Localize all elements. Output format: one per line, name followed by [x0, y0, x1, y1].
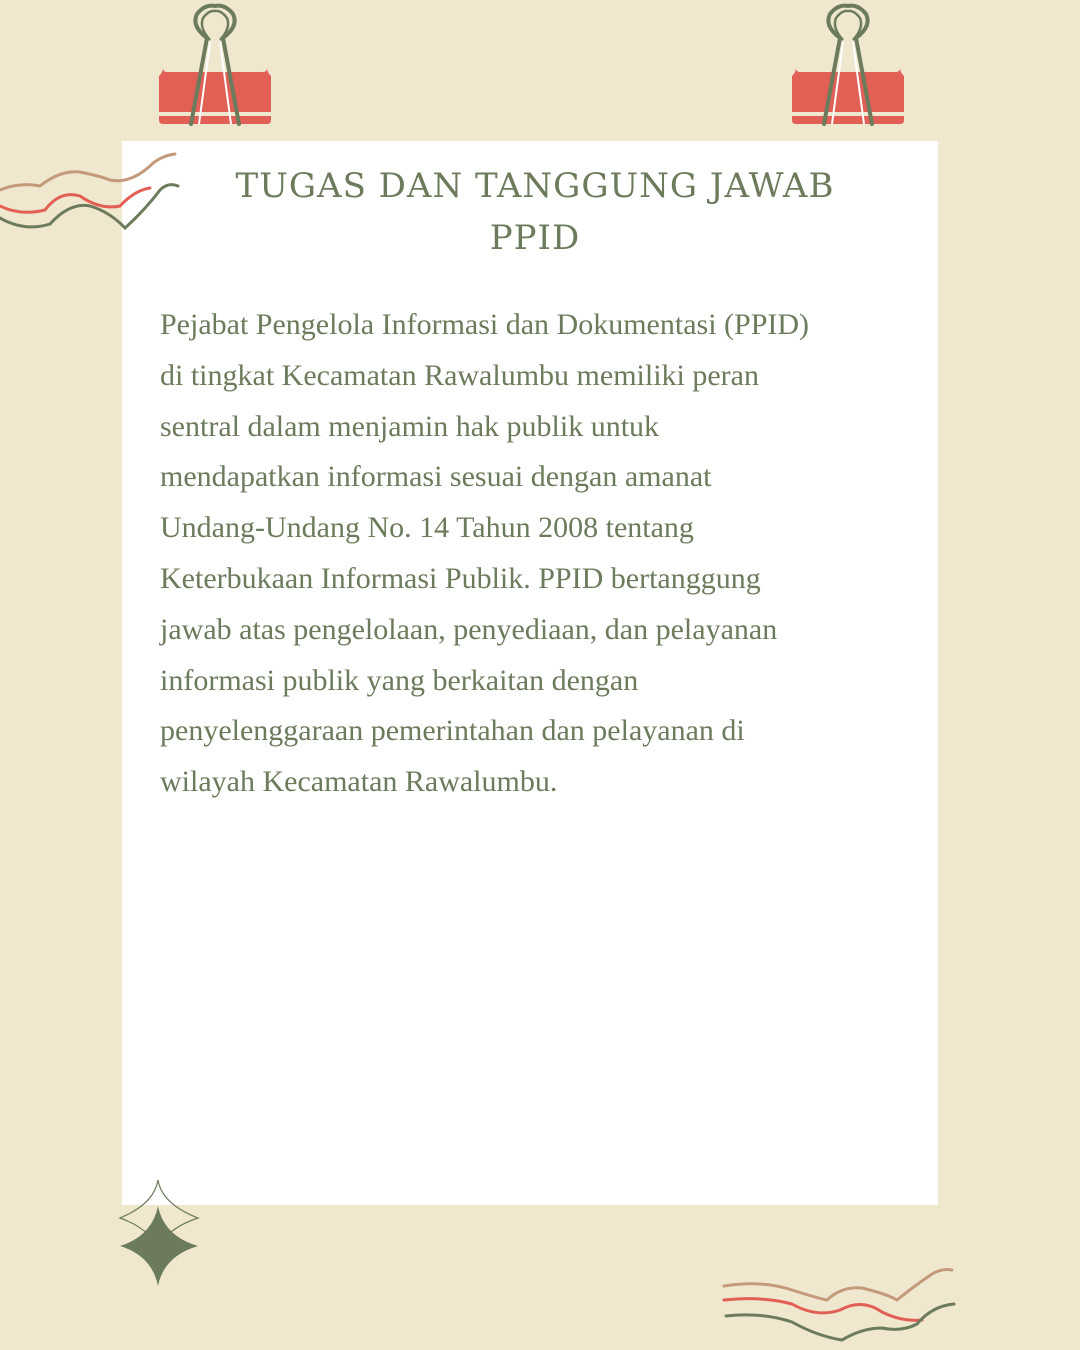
squiggle-bottom-right-icon: [722, 1266, 957, 1346]
binder-clip-left-icon: [155, 4, 275, 128]
page-title-line-1: TUGAS DAN TANGGUNG JAWAB: [235, 166, 835, 206]
body-line: wilayah Kecamatan Rawalumbu.: [160, 765, 558, 799]
body-line: informasi publik yang berkaitan dengan: [160, 663, 639, 697]
sparkle-icon: [118, 1178, 200, 1288]
body-line: Pejabat Pengelola Informasi dan Dokumentasi (PPID): [160, 308, 810, 341]
page-title: [122, 160, 948, 264]
body-line: Undang-Undang No. 14 Tahun 2008 tentang: [160, 511, 694, 545]
body-line: mendapatkan informasi sesuai dengan amanat: [160, 460, 712, 494]
body-line: di tingkat Kecamatan Rawalumbu memiliki peran: [160, 358, 759, 392]
body-line: penyelenggaraan pemerintahan dan pelayanan di: [160, 714, 745, 748]
body-line: sentral dalam menjamin hak publik untuk: [160, 409, 660, 443]
body-paragraph: [160, 300, 905, 808]
binder-clip-right-icon: [788, 4, 908, 128]
page-title-line-2: PPID: [489, 218, 581, 258]
body-line: jawab atas pengelolaan, penyediaan, dan pelayanan: [160, 612, 778, 646]
body-line: Keterbukaan Informasi Publik. PPID bertanggung: [160, 561, 761, 595]
